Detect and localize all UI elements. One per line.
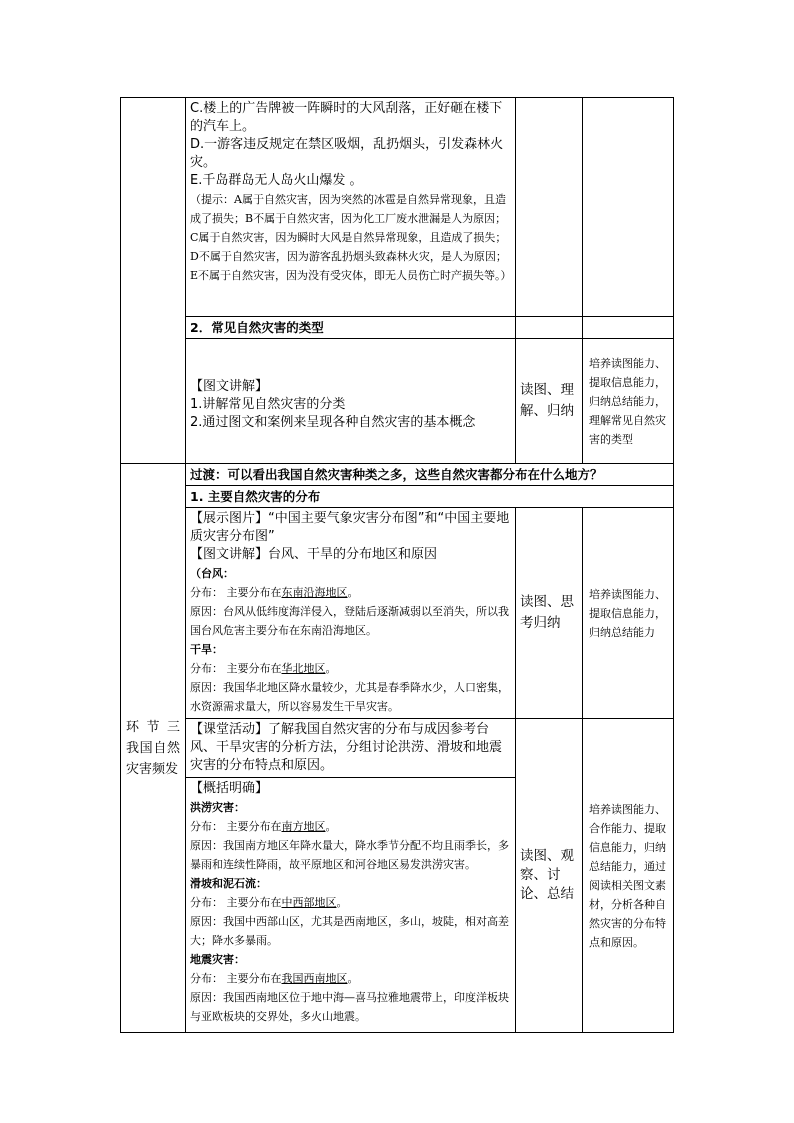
section-label-cell-empty — [121, 98, 186, 464]
content-cell — [186, 339, 516, 464]
earthquake-reason: 原因：我国西南地区位于地中海—喜马拉雅地震带上，印度洋板块与亚欧板块的交界处，多火山地震。 — [190, 991, 509, 1023]
table-row — [121, 486, 674, 508]
explain-title: 【图文讲解】 — [190, 379, 269, 394]
table-row — [121, 339, 674, 464]
drought-distribution: 分布： 主要分布在华北地区。 — [190, 662, 337, 675]
hint-text: （提示：A属于自然灾害，因为突然的冰雹是自然异常现象，且造成了损失；B不属于自然灾害，因为化工厂废水泄漏是人为原因；C属于自然灾害，因为瞬时大风是自然异常现象，且造成了损失；D不属于自然灾害，因为游客乱扔烟头致森林火灾，是人为原因；E不属于自然灾害，因为没有受灾体，即无人员伤亡时产损失等。） — [190, 193, 512, 282]
activity-cell: 读图、观察、讨论、总结 — [516, 719, 583, 1033]
typhoon-reason: 原因：台风从低纬度海洋侵入，登陆后逐渐减弱以至消失，所以我国台风危害主要分布在东南沿海地区。 — [190, 605, 509, 637]
table-row — [121, 464, 674, 486]
flood-title: 洪涝灾害： — [190, 801, 245, 814]
activity-cell: 读图、思考归纳 — [516, 508, 583, 719]
typhoon-distribution: 分布： 主要分布在东南沿海地区。 — [190, 586, 359, 599]
goal-cell: 培养读图能力、提取信息能力，归纳总结能力，理解常见自然灾害的类型 — [583, 339, 674, 464]
goal-cell: 培养读图能力、提取信息能力，归纳总结能力 — [583, 508, 674, 719]
lesson-plan-table — [120, 97, 674, 1033]
landslide-title: 滑坡和泥石流： — [190, 877, 267, 890]
content-cell — [186, 508, 516, 719]
drought-reason: 原因：我国华北地区降水量较少，尤其是春季降水少，人口密集，水资源需求量大，所以容易发生干旱灾害。 — [190, 681, 509, 713]
transition-text: 过渡：可以看出我国自然灾害种类之多，这些自然灾害都分布在什么地方？ — [186, 464, 674, 486]
explain-line: 1.讲解常见自然灾害的分类 — [190, 397, 346, 412]
table-row — [121, 508, 674, 719]
goal-cell-empty — [583, 317, 674, 339]
drought-title: 干旱： — [190, 643, 223, 656]
activity-cell: 读图、理解、归纳 — [516, 339, 583, 464]
activity-cell-empty — [516, 317, 583, 339]
content-cell — [186, 98, 516, 317]
example-line-e: E.千岛群岛无人岛火山爆发 。 — [190, 173, 363, 188]
flood-distribution: 分布： 主要分布在南方地区。 — [190, 820, 337, 833]
explain-title: 【图文讲解】台风、干旱的分布地区和原因 — [190, 547, 438, 562]
landslide-distribution: 分布： 主要分布在中西部地区。 — [190, 896, 348, 909]
subsection-heading: 2．常见自然灾害的类型 — [186, 317, 516, 339]
class-activity-cell: 【课堂活动】了解我国自然灾害的分布与成因参考台风、干旱灾害的分析方法，分组讨论洪涝、滑坡和地震灾害的分布特点和原因。 — [186, 719, 516, 778]
example-line-d: D.一游客违反规定在禁区吸烟，乱扔烟头，引发森林火灾。 — [190, 137, 504, 170]
content-cell — [186, 778, 516, 1033]
explain-line: 2.通过图文和案例来呈现各种自然灾害的基本概念 — [190, 415, 476, 430]
summary-title: 【概括明确】 — [190, 781, 269, 796]
typhoon-title: （台风： — [190, 567, 234, 580]
show-picture-text: 【展示图片】“中国主要气象灾害分布图”和“中国主要地质灾害分布图” — [190, 511, 510, 544]
table-row — [121, 719, 674, 778]
table-row — [121, 98, 674, 317]
goal-cell-empty — [583, 98, 674, 317]
table-row — [121, 317, 674, 339]
section-label: 环节三 我国自然灾害频发 — [121, 464, 186, 1033]
landslide-reason: 原因：我国中西部山区，尤其是西南地区，多山，坡陡，相对高差大；降水多暴雨。 — [190, 915, 509, 947]
activity-cell-empty — [516, 98, 583, 317]
example-line-c: C.楼上的广告牌被一阵瞬时的大风刮落，正好砸在楼下的汽车上。 — [190, 101, 503, 134]
flood-reason: 原因：我国南方地区年降水量大，降水季节分配不均且雨季长，多暴雨和连续性降雨，故平原地区和河谷地区易发洪涝灾害。 — [190, 839, 509, 871]
goal-cell: 培养读图能力、合作能力、提取信息能力，归纳总结能力，通过阅读相关图文素材，分析各种自然灾害的分布特点和原因。 — [583, 719, 674, 1033]
subsection-heading: 1. 主要自然灾害的分布 — [186, 486, 674, 508]
earthquake-distribution: 分布： 主要分布在我国西南地区。 — [190, 972, 359, 985]
earthquake-title: 地震灾害： — [190, 953, 245, 966]
